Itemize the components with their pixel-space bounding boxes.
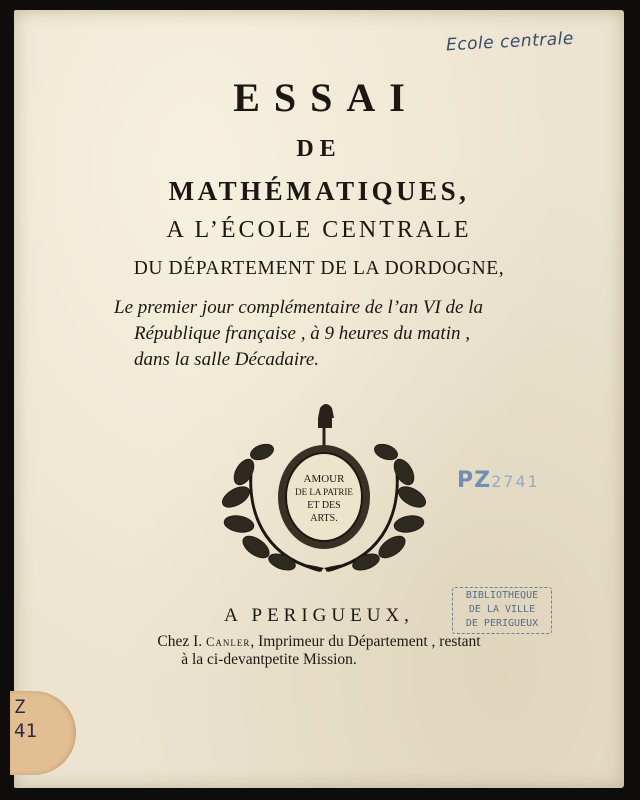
imprint-place: A PERIGUEUX, xyxy=(224,605,414,626)
motto-line-4: ARTS. xyxy=(310,513,338,524)
shelfmark-prefix: PZ xyxy=(457,468,492,493)
title-line-mathematiques: MATHÉMATIQUES, xyxy=(168,176,470,206)
library-stamp-line-3: DE PERIGUEUX xyxy=(465,618,539,629)
subtitle-line-1: Le premier jour complémentaire de l’an VI de la xyxy=(114,297,484,318)
subtitle-line-2: République française , à 9 heures du matin , xyxy=(134,323,470,344)
title-line-ecole-centrale: A L’ÉCOLE CENTRALE xyxy=(166,217,472,243)
printer-emblem xyxy=(214,402,434,582)
title-line-de: DE xyxy=(296,136,342,162)
title-page xyxy=(14,10,624,788)
title-line-departement: DU DÉPARTEMENT DE LA DORDOGNE, xyxy=(133,258,505,279)
subtitle-line-3: dans la salle Décadaire. xyxy=(134,349,320,370)
printer-prefix: Chez I. xyxy=(157,633,206,650)
title-line-essai: ESSAI xyxy=(233,75,419,120)
motto-line-3: ET DES xyxy=(307,500,341,511)
spine-label xyxy=(10,691,76,775)
imprint-printer xyxy=(14,633,624,651)
imprint-address: à la ci-devantpetite Mission. xyxy=(181,651,357,668)
motto-line-2: DE LA PATRIE xyxy=(295,487,353,497)
spine-label-text: Z 41 xyxy=(14,696,37,742)
library-stamp-line-1: BIBLIOTHEQUE xyxy=(465,590,539,601)
motto-line-1: AMOUR xyxy=(303,473,345,485)
handwritten-annotation: Ecole centrale xyxy=(445,28,575,56)
shelfmark-number: 2741 xyxy=(491,472,540,491)
printer-name: Canler xyxy=(206,635,251,649)
shelfmark-stamp xyxy=(457,468,540,493)
library-stamp-line-2: DE LA VILLE xyxy=(468,604,536,615)
printer-suffix: , Imprimeur du Département , restant xyxy=(250,633,481,650)
